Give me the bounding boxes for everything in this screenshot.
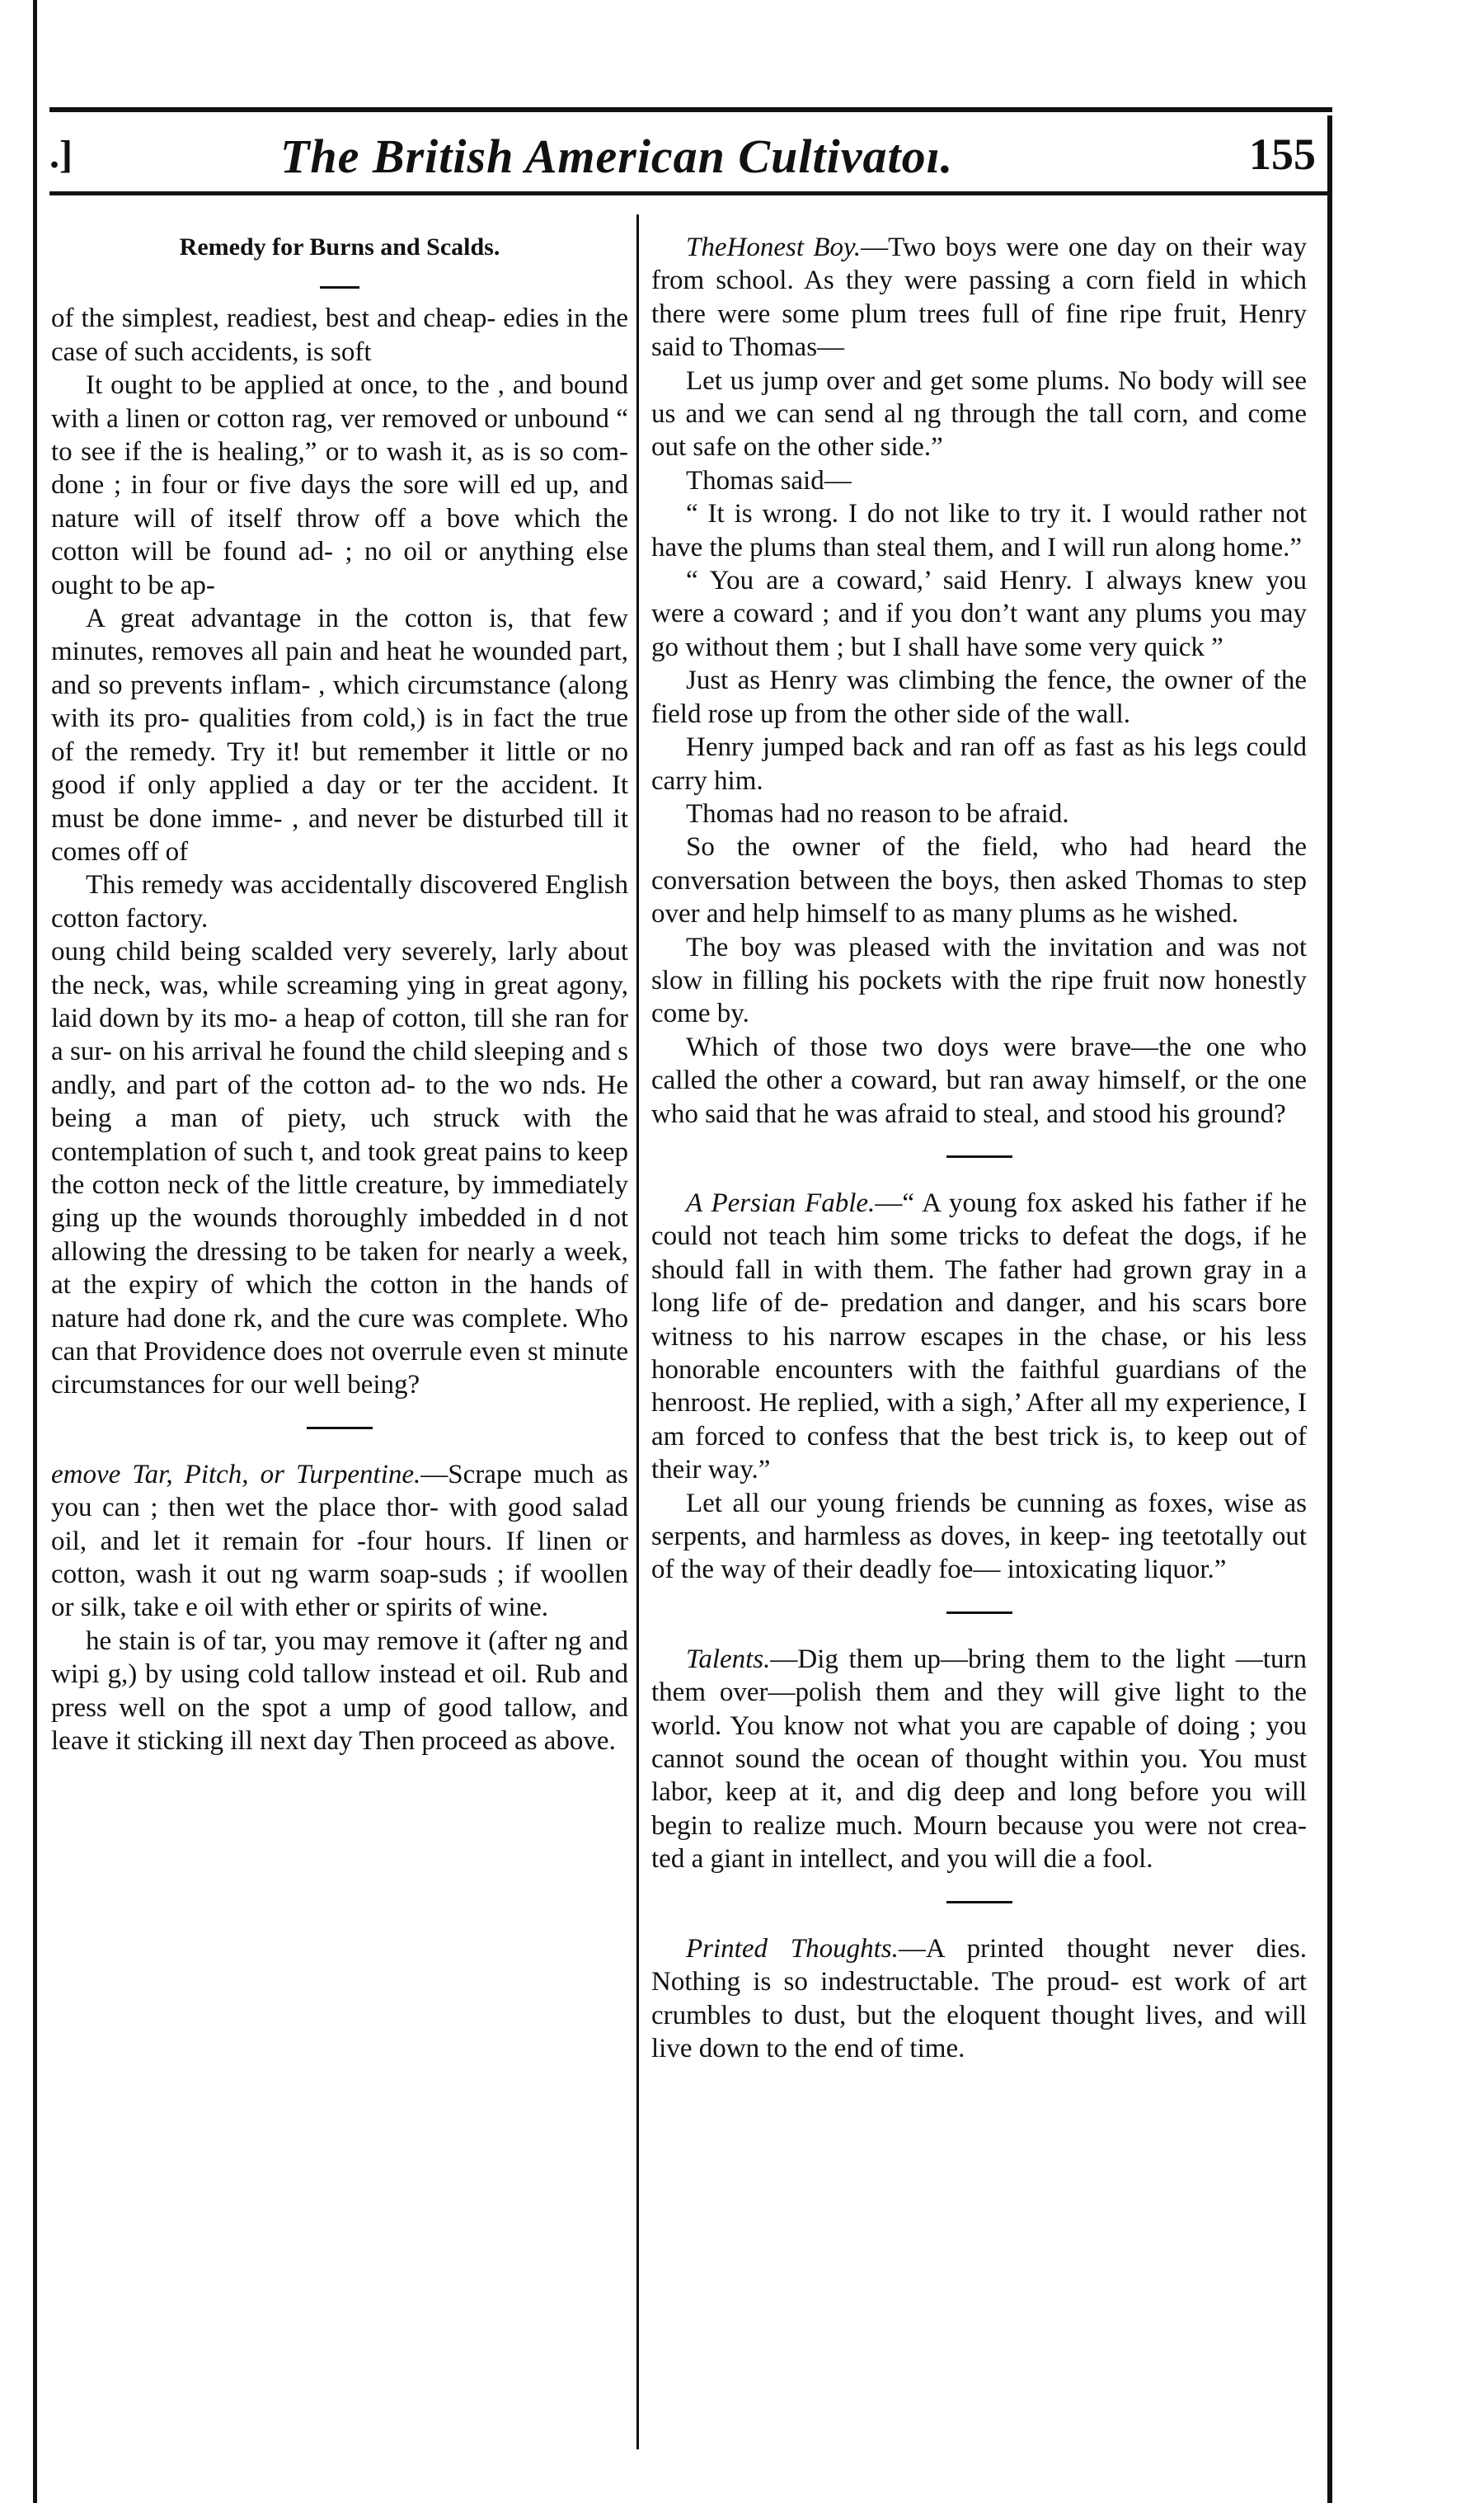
honest-boy-paragraph-11: Which of those two doys were brave—the one who called the other a coward, but ran away himself, or the one who said that he was afraid to steal, and stood his ground? bbox=[651, 1032, 1307, 1129]
burns-paragraph-3: A great advantage in the cotton is, that few minutes, removes all pain and heat he wounded part, and so prevents inflam- , which circumstance (along with its pro- qualities from cold,) is in fact the true of the remedy. Try it! but remember it little or no good if only applied a day or ter the accident. It must be done imme- , and never be disturbed till it comes off of bbox=[51, 604, 628, 867]
burns-paragraph-4: This remedy was accidentally discovered English cotton factory. bbox=[51, 870, 628, 934]
right-border-rule bbox=[1327, 115, 1332, 2503]
honest-boy-paragraph-3: Thomas said— bbox=[686, 465, 852, 496]
fable-text-1: —“ A young fox asked his father if he could not teach him some tricks to defeat the dogs, if he should fall in with them. The father had grown gray in a long life of de- predation and danger, and his scars bore witness to his narrow escapes in the chase, or his less honorable encounters with the faithful guardians of the henroost. He replied, with a sigh,’ After all my experience, I am forced to confess that the best trick is, to keep out of their way.” bbox=[651, 1188, 1307, 1485]
honest-boy-paragraph-5: “ You are a coward,’ said Henry. I always knew you were a coward ; and if you don’t want any plums you may go without them ; but I shall have some very quick ” bbox=[651, 566, 1307, 662]
header-left-mark: .] bbox=[49, 133, 73, 176]
honest-boy-paragraph-9: So the owner of the field, who had heard the conversation between the boys, then asked Thomas to step over and help himself to as many plums as he wished. bbox=[651, 832, 1307, 929]
fable-paragraph-1 bbox=[651, 1187, 1307, 1487]
printed-thoughts-title: Printed Thoughts. bbox=[686, 1933, 899, 1964]
honest-boy-text-1: —Two boys were one day on their way from school. As they were passing a corn field in which there were some plum trees full of fine ripe fruit, Henry said to Thomas— bbox=[651, 233, 1307, 363]
printed-thoughts-text: —A printed thought never dies. Nothing is so indestructable. The proud- est work of art crumbles to dust, but the eloquent thought lives, and will live down to the end of time. bbox=[651, 1933, 1307, 2063]
printed-thoughts-paragraph bbox=[651, 1932, 1307, 2066]
tar-paragraph-1 bbox=[51, 1458, 628, 1625]
publication-title: The British American Cultivatoı. bbox=[280, 129, 954, 183]
honest-boy-paragraph-1 bbox=[651, 231, 1307, 365]
honest-boy-title: TheHonest Boy. bbox=[686, 233, 862, 262]
honest-boy-paragraph-2: Let us jump over and get some plums. No body will see us and we can send al ng through the tall corn, and come out safe on the other side.” bbox=[651, 365, 1307, 463]
section-separator bbox=[51, 1402, 628, 1458]
honest-boy-paragraph-4: “ It is wrong. I do not like to try it. I would rather not have the plums than steal them, and I will run along home.” bbox=[651, 499, 1307, 562]
column-divider bbox=[636, 214, 639, 2449]
honest-boy-paragraph-6: Just as Henry was climbing the fence, the owner of the field rose up from the other side of the wall. bbox=[651, 666, 1307, 729]
left-column bbox=[51, 231, 628, 1757]
burns-paragraph-5: oung child being scalded very severely, larly about the neck, was, while screaming ying in great agony, laid down by its mo- a heap of cotton, till she ran for a sur- on his arrival he found the child sleeping and s andly, and part of the cotton ad- to the wo nds. He being a man of piety, uch struck with the contemplation of such t, and took great pains to keep the cotton neck of the little creature, by immediately ging up the wounds thoroughly imbedded in d not allowing the dressing to be taken for nearly a week, at the expiry of which the cotton in the hands of nature had done rk, and the cure was complete. Who can that Providence does not overrule even st minute circumstances for our well being? bbox=[51, 937, 628, 1400]
header-bottom-rule bbox=[49, 191, 1332, 195]
section-separator bbox=[651, 1587, 1307, 1643]
talents-paragraph bbox=[651, 1643, 1307, 1876]
page-header bbox=[49, 124, 1336, 181]
honest-boy-paragraph-10: The boy was pleased with the invitation and was not slow in filling his pockets with the ripe fruit now honestly come by. bbox=[651, 932, 1307, 1029]
page-number: 155 bbox=[1249, 129, 1316, 179]
tar-text-1: —Scrape much as you can ; then wet the place thor- with good salad oil, and let it remain for -four hours. If linen or cotton, wash it out ng warm soap-suds ; if woollen or silk, take e oil with ether or spirits of wine. bbox=[51, 1459, 628, 1623]
talents-title: Talents. bbox=[686, 1644, 771, 1674]
section-separator bbox=[651, 1131, 1307, 1187]
heading-dash bbox=[51, 269, 628, 302]
burns-paragraph-1: of the simplest, readiest, best and cheap- edies in the case of such accidents, is soft bbox=[51, 303, 628, 367]
honest-boy-paragraph-8: Thomas had no reason to be afraid. bbox=[686, 798, 1069, 829]
right-column bbox=[651, 231, 1307, 2065]
fable-paragraph-2: Let all our young friends be cunning as foxes, wise as serpents, and harmless as doves, in keep- ing teetotally out of the way of their deadly foe— intoxicating liquor.” bbox=[651, 1488, 1307, 1585]
header-top-rule bbox=[49, 107, 1332, 112]
tar-paragraph-2: he stain is of tar, you may remove it (after ng and wipi g,) by using cold tallow instead et oil. Rub and press well on the spot a ump of good tallow, and leave it sticking ill next day Then proceed as above. bbox=[51, 1626, 628, 1757]
burns-paragraph-2: It ought to be applied at once, to the , and bound with a linen or cotton rag, ver removed or unbound “ to see if the is healing,” or to wash it, as is so com- done ; in four or five days the sore will ed up, and nature will of itself throw off a bove which the cotton will be found ad- ; no oil or anything else ought to be ap- bbox=[51, 370, 628, 600]
honest-boy-paragraph-7: Henry jumped back and ran off as fast as his legs could carry him. bbox=[651, 732, 1307, 796]
section-separator bbox=[651, 1876, 1307, 1932]
left-margin-rule bbox=[33, 0, 37, 2503]
fable-title: A Persian Fable. bbox=[686, 1188, 876, 1218]
tar-title: emove Tar, Pitch, or Turpentine. bbox=[51, 1459, 421, 1489]
talents-text: —Dig them up—bring them to the light —turn them over—polish them and they will give light to the world. You know not what you are capable of doing ; you cannot sound the ocean of thought within you. You must labor, keep at it, and dig deep and long before you will begin to realize much. Mourn because you were not crea- ted a giant in intellect, and you will die a fool. bbox=[651, 1644, 1307, 1875]
burns-heading: Remedy for Burns and Scalds. bbox=[179, 233, 500, 261]
